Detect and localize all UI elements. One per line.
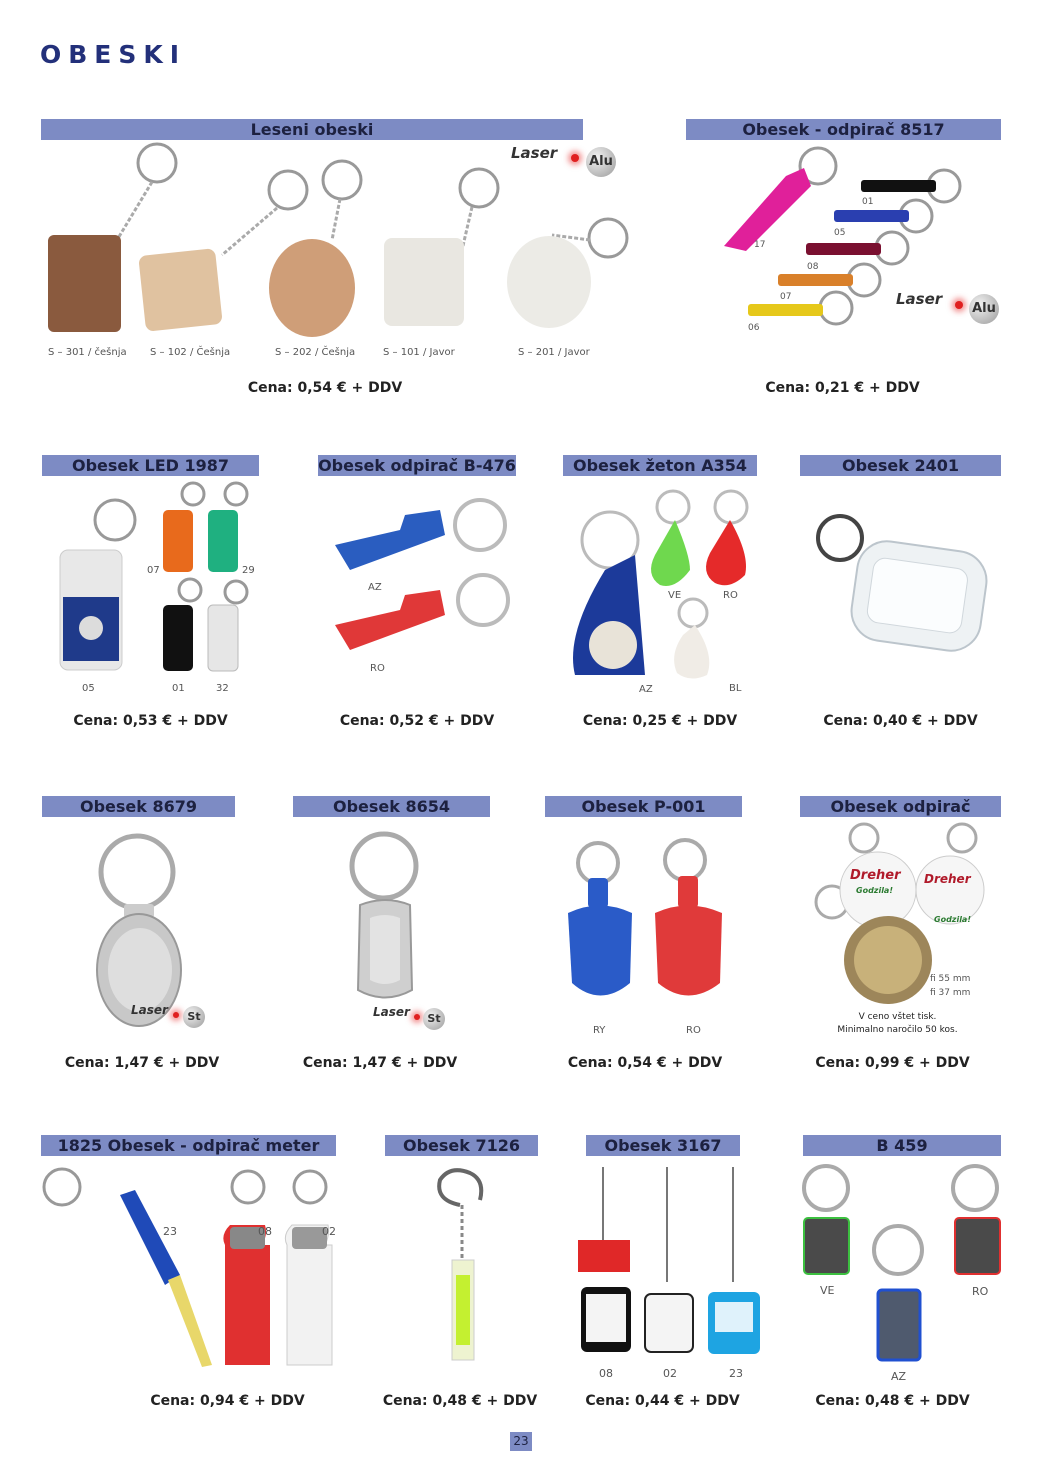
price-label: Cena: 1,47 € + DDV	[64, 1055, 220, 1071]
slogan-text: Godzila!	[934, 915, 971, 924]
color-code: 01	[172, 683, 185, 694]
print-note: V ceno vštet tisk.	[858, 1012, 937, 1022]
color-code: 06	[748, 323, 760, 333]
color-code: 08	[599, 1367, 613, 1380]
color-code: 08	[258, 1225, 272, 1238]
size-label: fi 55 mm	[930, 974, 971, 984]
alu-badge: Alu	[586, 147, 616, 177]
brand-logo-text: Dreher	[850, 868, 901, 883]
item-label: S – 202 / Češnja	[275, 347, 356, 358]
laser-badge-label: Laser	[896, 290, 943, 308]
color-code: AZ	[368, 582, 382, 593]
color-code: 17	[754, 240, 766, 250]
color-code: AZ	[891, 1370, 907, 1383]
color-code: VE	[668, 590, 682, 601]
section-header-7126: Obesek 7126	[385, 1135, 538, 1156]
price-label: Cena: 0,52 € + DDV	[339, 713, 495, 729]
section-header-3167: Obesek 3167	[586, 1135, 740, 1156]
min-order-note: Minimalno naročilo 50 kos.	[837, 1025, 958, 1035]
color-code: RO	[370, 663, 385, 674]
item-label: S – 102 / Češnja	[150, 347, 231, 358]
laser-dot-icon	[414, 1014, 420, 1020]
price-label: Cena: 0,94 € + DDV	[150, 1393, 305, 1409]
brand-logo-text: Dreher	[924, 872, 971, 886]
color-code: 07	[780, 292, 792, 302]
color-code: 02	[322, 1225, 336, 1238]
section-header-b-459: B 459	[803, 1135, 1001, 1156]
led-keychains-image	[50, 480, 260, 680]
price-label: Cena: 0,48 € + DDV	[382, 1393, 538, 1409]
color-code: 32	[216, 683, 229, 694]
price-label: Cena: 0,40 € + DDV	[823, 713, 978, 729]
color-code: 23	[729, 1367, 743, 1380]
square-keychains-image	[800, 1160, 1010, 1370]
laser-dot-icon	[173, 1012, 179, 1018]
section-header-odpirac-8517: Obesek - odpirač 8517	[686, 119, 1001, 140]
section-header-led-1987: Obesek LED 1987	[42, 455, 259, 476]
section-header-8679: Obesek 8679	[42, 796, 235, 817]
laser-dot-icon	[571, 154, 579, 162]
leather-keychains-image	[560, 838, 740, 1008]
section-header-b-476: Obesek odpirač B-476	[318, 456, 516, 475]
truck-opener-keychains-image	[330, 495, 520, 665]
section-header-8654: Obesek 8654	[293, 796, 490, 817]
price-label: Cena: 0,44 € + DDV	[585, 1393, 740, 1409]
token-keychains-image	[565, 485, 765, 685]
color-code: 08	[807, 262, 819, 272]
oblong-metal-keychain-image	[340, 830, 440, 1030]
laser-badge-label: Laser	[373, 1005, 410, 1019]
item-label: S – 101 / Javor	[383, 347, 455, 358]
color-code: RO	[972, 1285, 989, 1298]
section-header-p-001: Obesek P-001	[545, 796, 742, 817]
badge-opener-keychains-image	[812, 820, 1002, 1010]
size-label: fi 37 mm	[930, 988, 971, 998]
color-code: 29	[242, 565, 255, 576]
price-label: Cena: 0,54 € + DDV	[567, 1055, 723, 1071]
color-code: 01	[862, 197, 874, 207]
section-header-odpirac: Obesek odpirač	[800, 796, 1001, 817]
color-code: VE	[820, 1284, 835, 1297]
section-header-a354: Obesek žeton A354	[563, 455, 757, 476]
page-title: OBESKI	[40, 40, 187, 69]
price-label: Cena: 1,47 € + DDV	[302, 1055, 458, 1071]
price-label: Cena: 0,53 € + DDV	[73, 713, 228, 729]
alu-badge: Alu	[969, 294, 999, 324]
laser-badge-label: Laser	[511, 144, 558, 162]
color-code: RY	[593, 1025, 606, 1036]
spirit-level-keychain-image	[430, 1165, 500, 1375]
steel-badge: St	[183, 1006, 205, 1028]
color-code: RO	[723, 590, 738, 601]
item-label: S – 201 / Javor	[518, 347, 590, 358]
steel-badge: St	[423, 1008, 445, 1030]
price-label: Cena: 0,99 € + DDV	[815, 1055, 970, 1071]
color-code: RO	[686, 1025, 701, 1036]
color-code: BL	[729, 683, 742, 694]
page-number: 23	[510, 1432, 532, 1451]
slogan-text: Godzila!	[856, 886, 893, 895]
wooden-keychains-image	[42, 140, 642, 340]
price-label: Cena: 0,54 € + DDV	[247, 380, 403, 396]
round-metal-keychain-image	[90, 830, 210, 1030]
price-label: Cena: 0,48 € + DDV	[815, 1393, 970, 1409]
item-label: S – 301 / češnja	[48, 347, 127, 358]
color-code: 05	[82, 683, 95, 694]
section-header-1825: 1825 Obesek - odpirač meter	[41, 1135, 336, 1156]
price-label: Cena: 0,21 € + DDV	[765, 380, 920, 396]
price-label: Cena: 0,25 € + DDV	[582, 713, 738, 729]
color-code: AZ	[639, 684, 653, 695]
color-code: 07	[147, 565, 160, 576]
tape-measure-opener-keychains-image	[40, 1165, 340, 1375]
photo-frame-keychain-image	[812, 508, 992, 658]
color-code: 02	[663, 1367, 677, 1380]
luggage-tag-keychains-image	[575, 1162, 765, 1367]
section-header-leseni: Leseni obeski	[41, 119, 583, 140]
color-code: 23	[163, 1225, 177, 1238]
laser-dot-icon	[955, 301, 963, 309]
section-header-2401: Obesek 2401	[800, 455, 1001, 476]
laser-badge-label: Laser	[131, 1003, 168, 1017]
color-code: 05	[834, 228, 846, 238]
